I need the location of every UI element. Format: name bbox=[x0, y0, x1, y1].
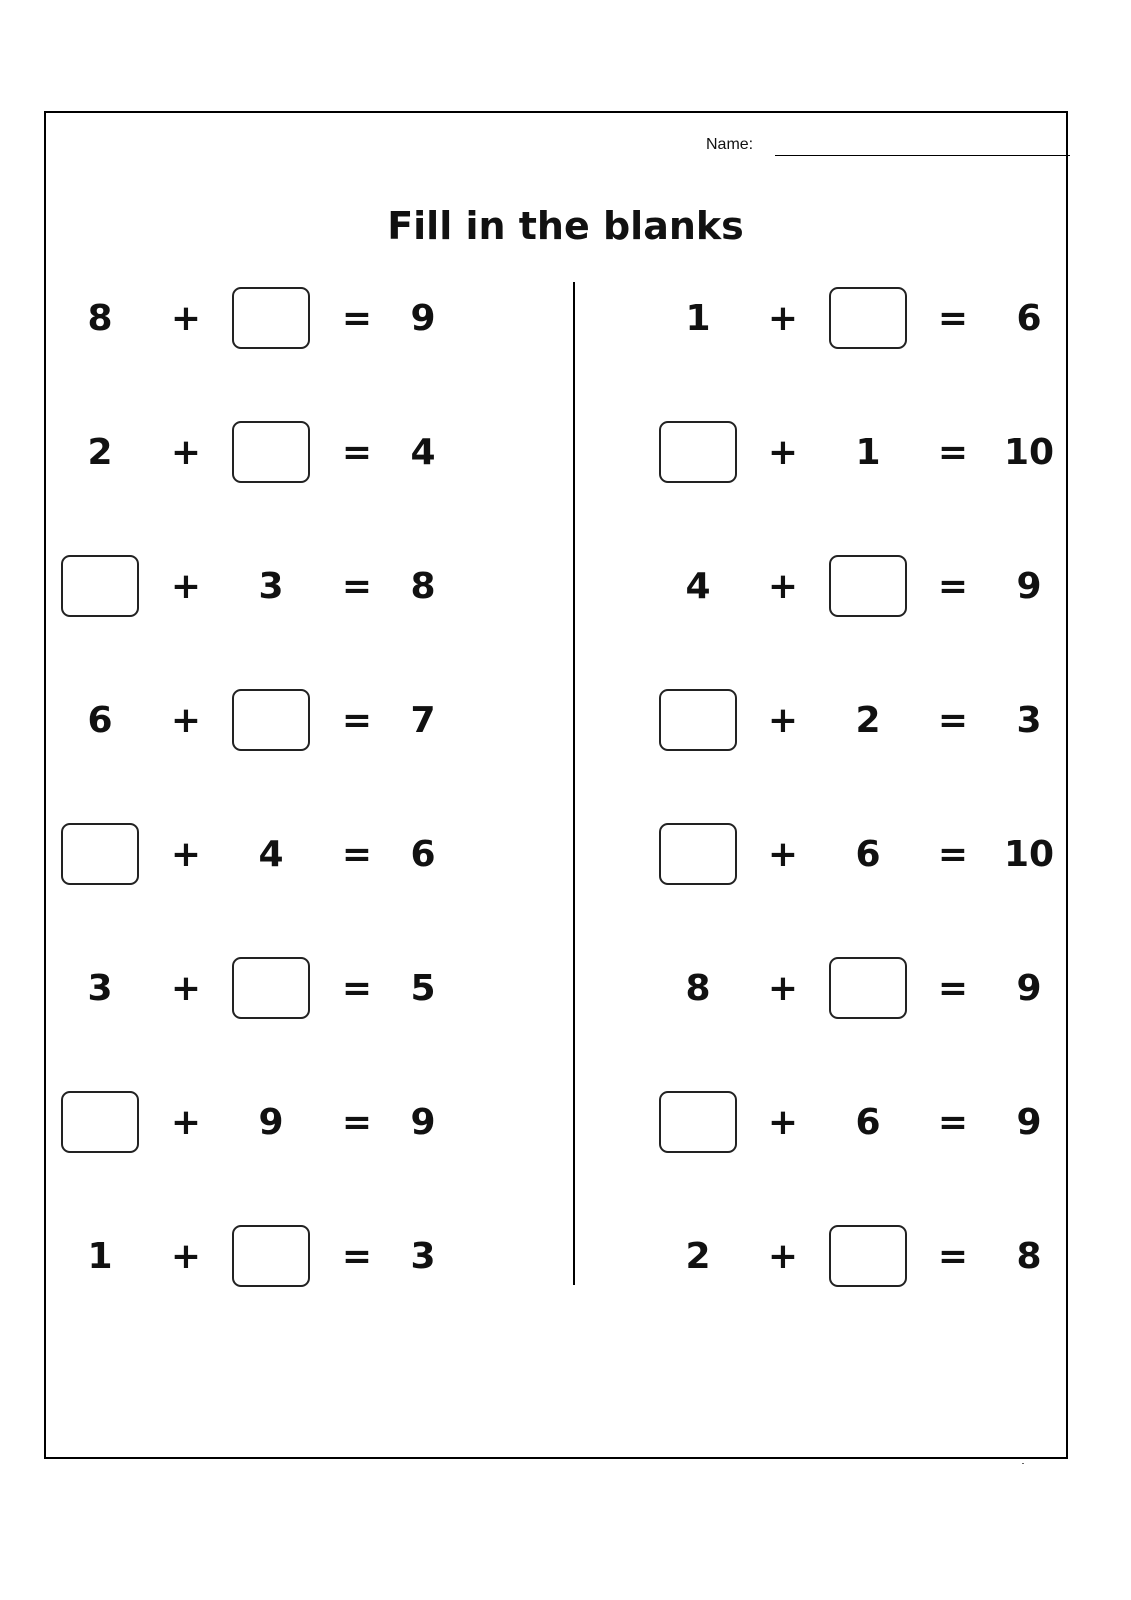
equation-row bbox=[0, 688, 1131, 768]
addend-2: 4 bbox=[258, 833, 284, 875]
sum-value: 9 bbox=[410, 1101, 436, 1143]
equals-sign: = bbox=[341, 833, 373, 875]
answer-box[interactable] bbox=[829, 1225, 907, 1287]
stray-mark bbox=[1022, 1463, 1024, 1464]
equals-sign: = bbox=[937, 833, 969, 875]
plus-sign: + bbox=[767, 833, 799, 875]
plus-sign: + bbox=[170, 833, 202, 875]
plus-sign: + bbox=[767, 1101, 799, 1143]
sum-value: 9 bbox=[1016, 967, 1042, 1009]
answer-box[interactable] bbox=[659, 421, 737, 483]
equals-sign: = bbox=[937, 297, 969, 339]
plus-sign: + bbox=[767, 297, 799, 339]
equals-sign: = bbox=[341, 565, 373, 607]
sum-value: 3 bbox=[1016, 699, 1042, 741]
sum-value: 8 bbox=[410, 565, 436, 607]
plus-sign: + bbox=[170, 565, 202, 607]
plus-sign: + bbox=[170, 699, 202, 741]
equals-sign: = bbox=[937, 1235, 969, 1277]
addend-1: 2 bbox=[87, 431, 113, 473]
equals-sign: = bbox=[341, 297, 373, 339]
worksheet-title: Fill in the blanks bbox=[387, 204, 744, 248]
name-field-line[interactable] bbox=[775, 155, 1070, 156]
plus-sign: + bbox=[170, 1235, 202, 1277]
equation-row bbox=[0, 554, 1131, 634]
addend-2: 6 bbox=[855, 833, 881, 875]
plus-sign: + bbox=[170, 967, 202, 1009]
addend-1: 3 bbox=[87, 967, 113, 1009]
addend-1: 1 bbox=[685, 297, 711, 339]
addend-1: 8 bbox=[685, 967, 711, 1009]
addend-2: 1 bbox=[855, 431, 881, 473]
equals-sign: = bbox=[341, 967, 373, 1009]
sum-value: 10 bbox=[1003, 431, 1055, 473]
sum-value: 6 bbox=[410, 833, 436, 875]
plus-sign: + bbox=[767, 699, 799, 741]
plus-sign: + bbox=[767, 1235, 799, 1277]
sum-value: 6 bbox=[1016, 297, 1042, 339]
answer-box[interactable] bbox=[659, 689, 737, 751]
sum-value: 4 bbox=[410, 431, 436, 473]
answer-box[interactable] bbox=[829, 957, 907, 1019]
sum-value: 3 bbox=[410, 1235, 436, 1277]
addend-2: 6 bbox=[855, 1101, 881, 1143]
plus-sign: + bbox=[170, 1101, 202, 1143]
sum-value: 5 bbox=[410, 967, 436, 1009]
addend-1: 4 bbox=[685, 565, 711, 607]
addend-2: 3 bbox=[258, 565, 284, 607]
equals-sign: = bbox=[341, 1101, 373, 1143]
equals-sign: = bbox=[937, 967, 969, 1009]
sum-value: 9 bbox=[1016, 1101, 1042, 1143]
answer-box[interactable] bbox=[659, 823, 737, 885]
equation-row bbox=[0, 286, 1131, 366]
addend-1: 6 bbox=[87, 699, 113, 741]
plus-sign: + bbox=[170, 431, 202, 473]
equation-row bbox=[0, 1090, 1131, 1170]
equals-sign: = bbox=[937, 699, 969, 741]
equation-row bbox=[0, 956, 1131, 1036]
equation-row bbox=[0, 420, 1131, 500]
sum-value: 9 bbox=[1016, 565, 1042, 607]
plus-sign: + bbox=[170, 297, 202, 339]
addend-2: 9 bbox=[258, 1101, 284, 1143]
plus-sign: + bbox=[767, 431, 799, 473]
sum-value: 9 bbox=[410, 297, 436, 339]
equation-row bbox=[0, 822, 1131, 902]
addend-2: 2 bbox=[855, 699, 881, 741]
equals-sign: = bbox=[341, 699, 373, 741]
addend-1: 2 bbox=[685, 1235, 711, 1277]
plus-sign: + bbox=[767, 967, 799, 1009]
equals-sign: = bbox=[341, 1235, 373, 1277]
answer-box[interactable] bbox=[659, 1091, 737, 1153]
addend-1: 1 bbox=[87, 1235, 113, 1277]
equals-sign: = bbox=[341, 431, 373, 473]
addend-1: 8 bbox=[87, 297, 113, 339]
plus-sign: + bbox=[767, 565, 799, 607]
equals-sign: = bbox=[937, 565, 969, 607]
equals-sign: = bbox=[937, 431, 969, 473]
equation-row bbox=[0, 1224, 1131, 1304]
sum-value: 10 bbox=[1003, 833, 1055, 875]
name-label: Name: bbox=[706, 136, 754, 153]
sum-value: 8 bbox=[1016, 1235, 1042, 1277]
answer-box[interactable] bbox=[829, 287, 907, 349]
sum-value: 7 bbox=[410, 699, 436, 741]
answer-box[interactable] bbox=[829, 555, 907, 617]
equals-sign: = bbox=[937, 1101, 969, 1143]
